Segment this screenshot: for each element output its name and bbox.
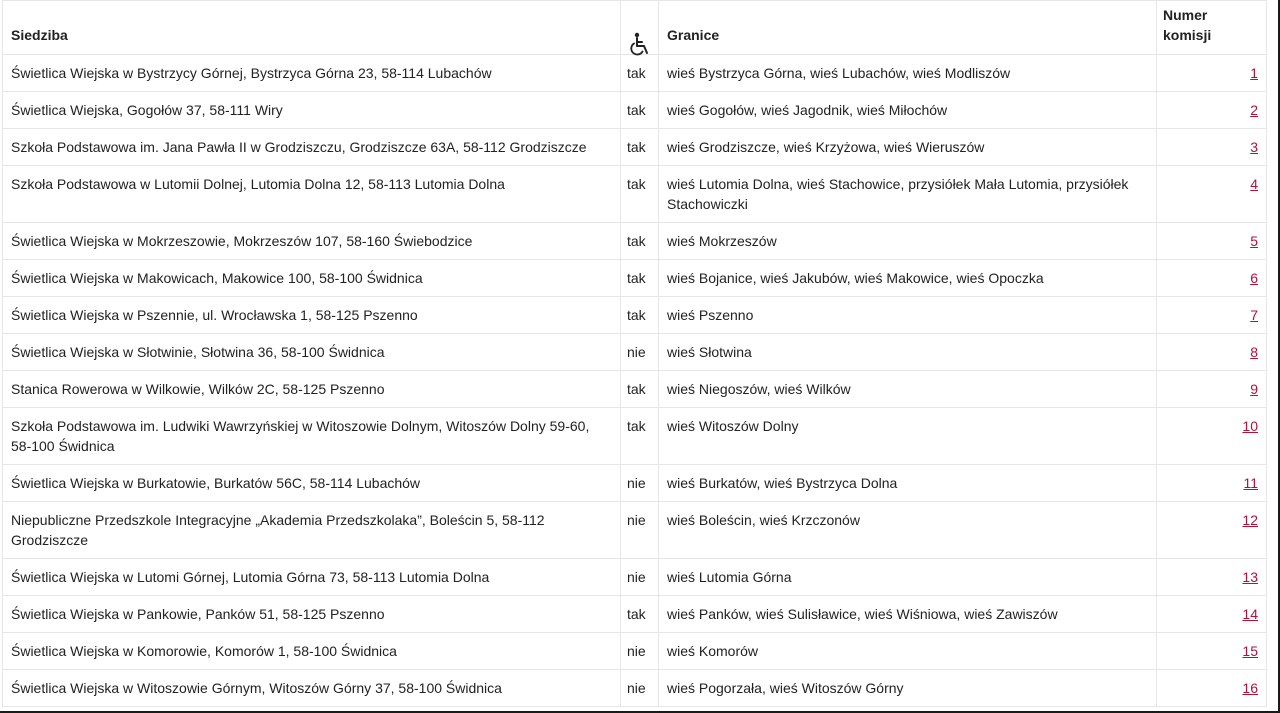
siedziba-cell: Świetlica Wiejska w Pankowie, Panków 51, 58-125 Pszenno (3, 596, 621, 633)
header-granice: Granice (659, 1, 1157, 55)
accessibility-cell: nie (621, 465, 659, 502)
numer-cell (1157, 670, 1267, 707)
accessibility-cell: tak (621, 297, 659, 334)
table-row (3, 596, 1267, 633)
table-row (3, 465, 1267, 502)
table-header-row (3, 1, 1267, 55)
accessibility-cell: nie (621, 670, 659, 707)
header-accessibility (621, 1, 659, 55)
commission-number-link[interactable]: 10 (1242, 418, 1258, 434)
numer-cell (1157, 92, 1267, 129)
accessibility-cell: tak (621, 55, 659, 92)
granice-cell: wieś Gogołów, wieś Jagodnik, wieś Miłochów (659, 92, 1157, 129)
granice-cell: wieś Pszenno (659, 297, 1157, 334)
numer-cell (1157, 260, 1267, 297)
siedziba-cell: Szkoła Podstawowa w Lutomii Dolnej, Lutomia Dolna 12, 58-113 Lutomia Dolna (3, 166, 621, 223)
siedziba-cell: Świetlica Wiejska w Makowicach, Makowice 100, 58-100 Świdnica (3, 260, 621, 297)
granice-cell: wieś Panków, wieś Sulisławice, wieś Wiśniowa, wieś Zawiszów (659, 596, 1157, 633)
table-row (3, 297, 1267, 334)
table-row (3, 223, 1267, 260)
accessibility-cell: nie (621, 633, 659, 670)
numer-cell (1157, 297, 1267, 334)
siedziba-cell: Świetlica Wiejska w Słotwinie, Słotwina 36, 58-100 Świdnica (3, 334, 621, 371)
table-row (3, 166, 1267, 223)
commission-number-link[interactable]: 14 (1242, 606, 1258, 622)
granice-cell: wieś Lutomia Górna (659, 559, 1157, 596)
siedziba-cell: Świetlica Wiejska w Burkatowie, Burkatów 56C, 58-114 Lubachów (3, 465, 621, 502)
accessibility-cell: tak (621, 260, 659, 297)
siedziba-cell: Świetlica Wiejska w Mokrzeszowie, Mokrzeszów 107, 58-160 Świebodzice (3, 223, 621, 260)
siedziba-cell: Świetlica Wiejska w Pszennie, ul. Wrocławska 1, 58-125 Pszenno (3, 297, 621, 334)
table-row (3, 55, 1267, 92)
granice-cell: wieś Witoszów Dolny (659, 408, 1157, 465)
commission-number-link[interactable]: 2 (1250, 102, 1258, 118)
granice-cell: wieś Bystrzyca Górna, wieś Lubachów, wieś Modliszów (659, 55, 1157, 92)
numer-cell (1157, 371, 1267, 408)
numer-cell (1157, 502, 1267, 559)
accessibility-cell: tak (621, 408, 659, 465)
commission-number-link[interactable]: 3 (1250, 139, 1258, 155)
commission-number-link[interactable]: 6 (1250, 270, 1258, 286)
siedziba-cell: Szkoła Podstawowa im. Ludwiki Wawrzyńskiej w Witoszowie Dolnym, Witoszów Dolny 59-60, 58-100 Świdnica (3, 408, 621, 465)
numer-cell (1157, 334, 1267, 371)
numer-cell (1157, 408, 1267, 465)
siedziba-cell: Świetlica Wiejska w Witoszowie Górnym, Witoszów Górny 37, 58-100 Świdnica (3, 670, 621, 707)
numer-cell (1157, 633, 1267, 670)
commissions-table (2, 0, 1267, 707)
accessibility-cell: nie (621, 502, 659, 559)
accessibility-cell: tak (621, 223, 659, 260)
numer-cell (1157, 223, 1267, 260)
numer-cell (1157, 559, 1267, 596)
table-row (3, 559, 1267, 596)
commission-number-link[interactable]: 13 (1242, 569, 1258, 585)
accessibility-cell: nie (621, 559, 659, 596)
numer-cell (1157, 465, 1267, 502)
table-row (3, 371, 1267, 408)
granice-cell: wieś Niegoszów, wieś Wilków (659, 371, 1157, 408)
accessibility-cell: tak (621, 371, 659, 408)
commission-number-link[interactable]: 5 (1250, 233, 1258, 249)
granice-cell: wieś Lutomia Dolna, wieś Stachowice, przysiółek Mała Lutomia, przysiółek Stachowiczki (659, 166, 1157, 223)
siedziba-cell: Świetlica Wiejska, Gogołów 37, 58-111 Wiry (3, 92, 621, 129)
granice-cell: wieś Burkatów, wieś Bystrzyca Dolna (659, 465, 1157, 502)
wheelchair-icon (629, 32, 651, 56)
siedziba-cell: Świetlica Wiejska w Lutomi Górnej, Lutomia Górna 73, 58-113 Lutomia Dolna (3, 559, 621, 596)
commission-number-link[interactable]: 11 (1243, 475, 1258, 491)
granice-cell: wieś Pogorzała, wieś Witoszów Górny (659, 670, 1157, 707)
header-numer-komisji: Numer komisji (1157, 1, 1267, 55)
siedziba-cell: Szkoła Podstawowa im. Jana Pawła II w Grodziszczu, Grodziszcze 63A, 58-112 Grodziszcze (3, 129, 621, 166)
commission-number-link[interactable]: 7 (1250, 307, 1258, 323)
commission-number-link[interactable]: 8 (1250, 344, 1258, 360)
header-siedziba: Siedziba (3, 1, 621, 55)
accessibility-cell: tak (621, 92, 659, 129)
table-row (3, 408, 1267, 465)
granice-cell: wieś Bojanice, wieś Jakubów, wieś Makowice, wieś Opoczka (659, 260, 1157, 297)
table-row (3, 334, 1267, 371)
commission-number-link[interactable]: 12 (1242, 512, 1258, 528)
numer-cell (1157, 129, 1267, 166)
siedziba-cell: Stanica Rowerowa w Wilkowie, Wilków 2C, 58-125 Pszenno (3, 371, 621, 408)
granice-cell: wieś Mokrzeszów (659, 223, 1157, 260)
granice-cell: wieś Grodziszcze, wieś Krzyżowa, wieś Wieruszów (659, 129, 1157, 166)
commission-number-link[interactable]: 16 (1242, 680, 1258, 696)
siedziba-cell: Świetlica Wiejska w Komorowie, Komorów 1, 58-100 Świdnica (3, 633, 621, 670)
accessibility-cell: tak (621, 129, 659, 166)
table-row (3, 92, 1267, 129)
accessibility-cell: tak (621, 166, 659, 223)
numer-cell (1157, 596, 1267, 633)
accessibility-cell: tak (621, 596, 659, 633)
commission-number-link[interactable]: 9 (1250, 381, 1258, 397)
table-row (3, 633, 1267, 670)
table-row (3, 129, 1267, 166)
granice-cell: wieś Boleścin, wieś Krzczonów (659, 502, 1157, 559)
numer-cell (1157, 166, 1267, 223)
granice-cell: wieś Komorów (659, 633, 1157, 670)
siedziba-cell: Niepubliczne Przedszkole Integracyjne „Akademia Przedszkolaka”, Boleścin 5, 58-112 Grodziszcze (3, 502, 621, 559)
table-row (3, 670, 1267, 707)
table-row (3, 502, 1267, 559)
granice-cell: wieś Słotwina (659, 334, 1157, 371)
commission-number-link[interactable]: 4 (1250, 176, 1258, 192)
numer-cell (1157, 55, 1267, 92)
table-row (3, 260, 1267, 297)
accessibility-cell: nie (621, 334, 659, 371)
siedziba-cell: Świetlica Wiejska w Bystrzycy Górnej, Bystrzyca Górna 23, 58-114 Lubachów (3, 55, 621, 92)
commission-number-link[interactable]: 1 (1250, 65, 1258, 81)
commission-number-link[interactable]: 15 (1242, 643, 1258, 659)
